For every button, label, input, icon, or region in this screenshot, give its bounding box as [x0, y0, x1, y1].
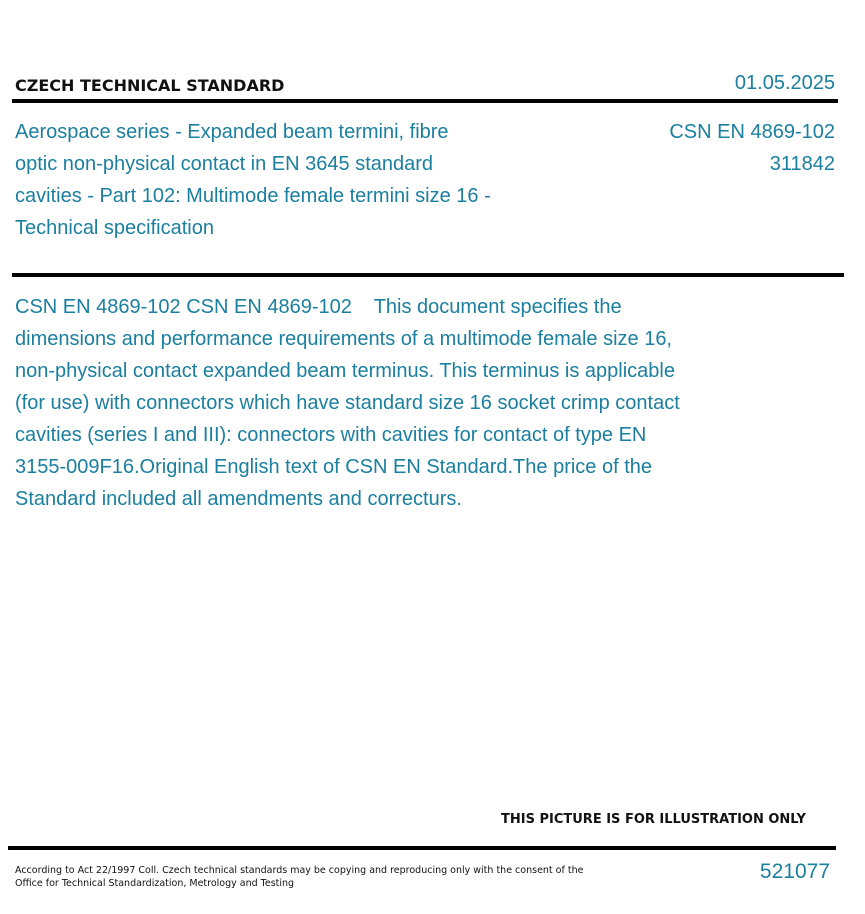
- publication-date: 01.05.2025: [734, 72, 835, 94]
- standard-identifiers: [669, 116, 835, 180]
- standard-title: Aerospace series - Expanded beam termini, fibre optic non-physical contact in EN 3645 standard cavities - Part 102: Multimode female termini size 16 - Technical specification: [15, 121, 491, 239]
- document-type-heading: CZECH TECHNICAL STANDARD: [15, 76, 285, 95]
- standard-code: CSN EN 4869-102: [669, 121, 835, 143]
- footer-divider: [8, 846, 836, 850]
- footer-reference-number: 521077: [759, 860, 830, 883]
- section-divider: [12, 273, 844, 277]
- legal-notice: According to Act 22/1997 Coll. Czech technical standards may be copying and reproducing only with the consent of the Office for Technical Standardization, Metrology and Testing: [15, 865, 584, 889]
- header-divider: [12, 99, 838, 103]
- illustration-disclaimer: THIS PICTURE IS FOR ILLUSTRATION ONLY: [501, 812, 806, 827]
- standard-description: CSN EN 4869-102 CSN EN 4869-102 This document specifies the dimensions and performance requirements of a multimode female size 16, non-physical contact expanded beam terminus. This terminus is applicable (for use) with connectors which have standard size 16 socket crimp contact cavities (series I and III): connectors with cavities for contact of type EN 3155-009F16.Original English text of CSN EN Standard.The price of the Standard included all amendments and correcturs.: [15, 296, 686, 510]
- catalog-number: 311842: [769, 153, 835, 175]
